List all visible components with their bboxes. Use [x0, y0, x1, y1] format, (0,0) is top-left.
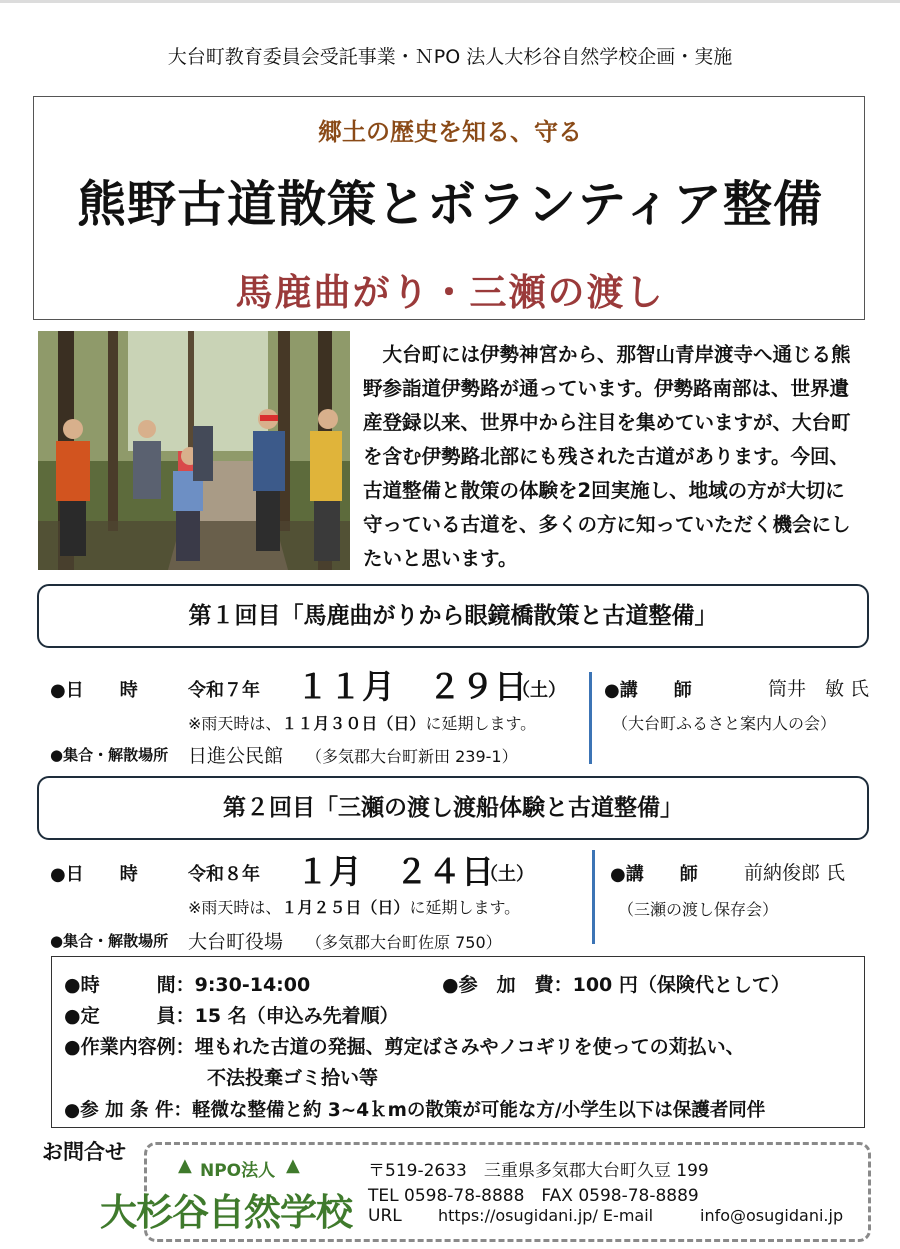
session2-date: １月 ２４日 [296, 852, 494, 891]
contact-url[interactable]: https://osugidani.jp/ E-mail [438, 1206, 654, 1225]
session2-lecturer: 前納俊郎 氏 [744, 862, 846, 884]
work-row-continued: 不法投棄ゴミ拾い等 [207, 1067, 379, 1089]
session2-divider [592, 850, 595, 944]
session2-weekday: （土） [480, 864, 534, 885]
session1-date-label: ●日 時 [50, 680, 138, 701]
contact-tel-fax: TEL 0598-78-8888 FAX 0598-78-8889 [368, 1186, 699, 1206]
subtitle: 郷土の歴史を知る、守る [318, 118, 582, 146]
session1-lecturer-label: ●講 師 [604, 680, 692, 701]
session2-date-label: ●日 時 [50, 864, 138, 885]
page-title: 熊野古道散策とボランティア整備 [76, 176, 824, 233]
session1-rain-note: ※雨天時は、１１月３０日（日）に延期します。 [188, 714, 537, 733]
contact-address: 〒519-2633 三重県多気郡大台町久豆 199 [368, 1161, 709, 1181]
session2-heading: 第２回目「三瀬の渡し渡船体験と古道整備」 [37, 776, 869, 840]
hikers-photo [38, 331, 350, 570]
session1-place-label: ●集合・解散場所 [50, 746, 169, 764]
session2-lecturer-label: ●講 師 [610, 864, 698, 885]
session2-place: 大台町役場 [188, 931, 284, 953]
logo-top-text: NPO法人 [200, 1161, 276, 1181]
contact-email[interactable]: info@osugidani.jp [700, 1206, 844, 1225]
session1-lecturer: 筒井 敏 氏 [768, 678, 870, 700]
session1-date: １１月 ２９日 [296, 667, 527, 706]
session2-place-address: （多気郡大台町佐原 750） [306, 933, 502, 952]
condition-row: ●参 加 条 件：軽微な整備と約 3~4ｋmの散策が可能な方/小学生以下は保護者同伴 [64, 1100, 766, 1121]
tree-icon: ▲ [178, 1155, 192, 1176]
session1-weekday: （土） [512, 680, 566, 701]
capacity-row: ●定 員：15 名（申込み先着順） [64, 1005, 399, 1027]
session2-place-label: ●集合・解散場所 [50, 932, 169, 950]
intro-paragraph: 大台町には伊勢神宮から、那智山青岸渡寺へ通じる熊野参詣道伊勢路が通っています。伊勢路南部は、世界遺産登録以来、世界中から注目を集めていますが、大台町を含む伊勢路北部にも残された古道があります。今回、古道整備と散策の体験を2回実施し、地域の方が大切に守っている古道を、多くの方に知っていただく機会にしたいと思います。 [363, 343, 851, 570]
session1-era: 令和７年 [188, 680, 260, 701]
logo-school-name: 大杉谷自然学校 [100, 1191, 352, 1234]
session1-heading: 第１回目「馬鹿曲がりから眼鏡橋散策と古道整備」 [37, 584, 869, 648]
fee-row: ●参 加 費：100 円（保険代として） [442, 974, 790, 996]
organizer-line: 大台町教育委員会受託事業・ＮPO 法人大杉谷自然学校企画・実施 [167, 46, 733, 68]
session1-place: 日進公民館 [188, 745, 284, 767]
time-row: ●時 間：9:30-14:00 [64, 974, 311, 996]
work-row: ●作業内容例：埋もれた古道の発掘、剪定ばさみやノコギリを使っての苅払い、 [64, 1036, 745, 1058]
top-border [0, 0, 900, 3]
session1-lecturer-org: （大台町ふるさと案内人の会） [612, 714, 837, 733]
session1-place-address: （多気郡大台町新田 239-1） [306, 747, 518, 766]
contact-heading: お問合せ [42, 1140, 126, 1164]
contact-url-label: URL [368, 1206, 402, 1226]
session2-lecturer-org: （三瀬の渡し保存会） [618, 900, 779, 919]
session1-divider [589, 672, 592, 764]
session2-era: 令和８年 [188, 864, 260, 885]
tree-icon: ▲ [286, 1155, 300, 1176]
location-title: 馬鹿曲がり・三瀬の渡し [235, 271, 665, 314]
session2-rain-note: ※雨天時は、１月２５日（日）に延期します。 [188, 898, 521, 917]
